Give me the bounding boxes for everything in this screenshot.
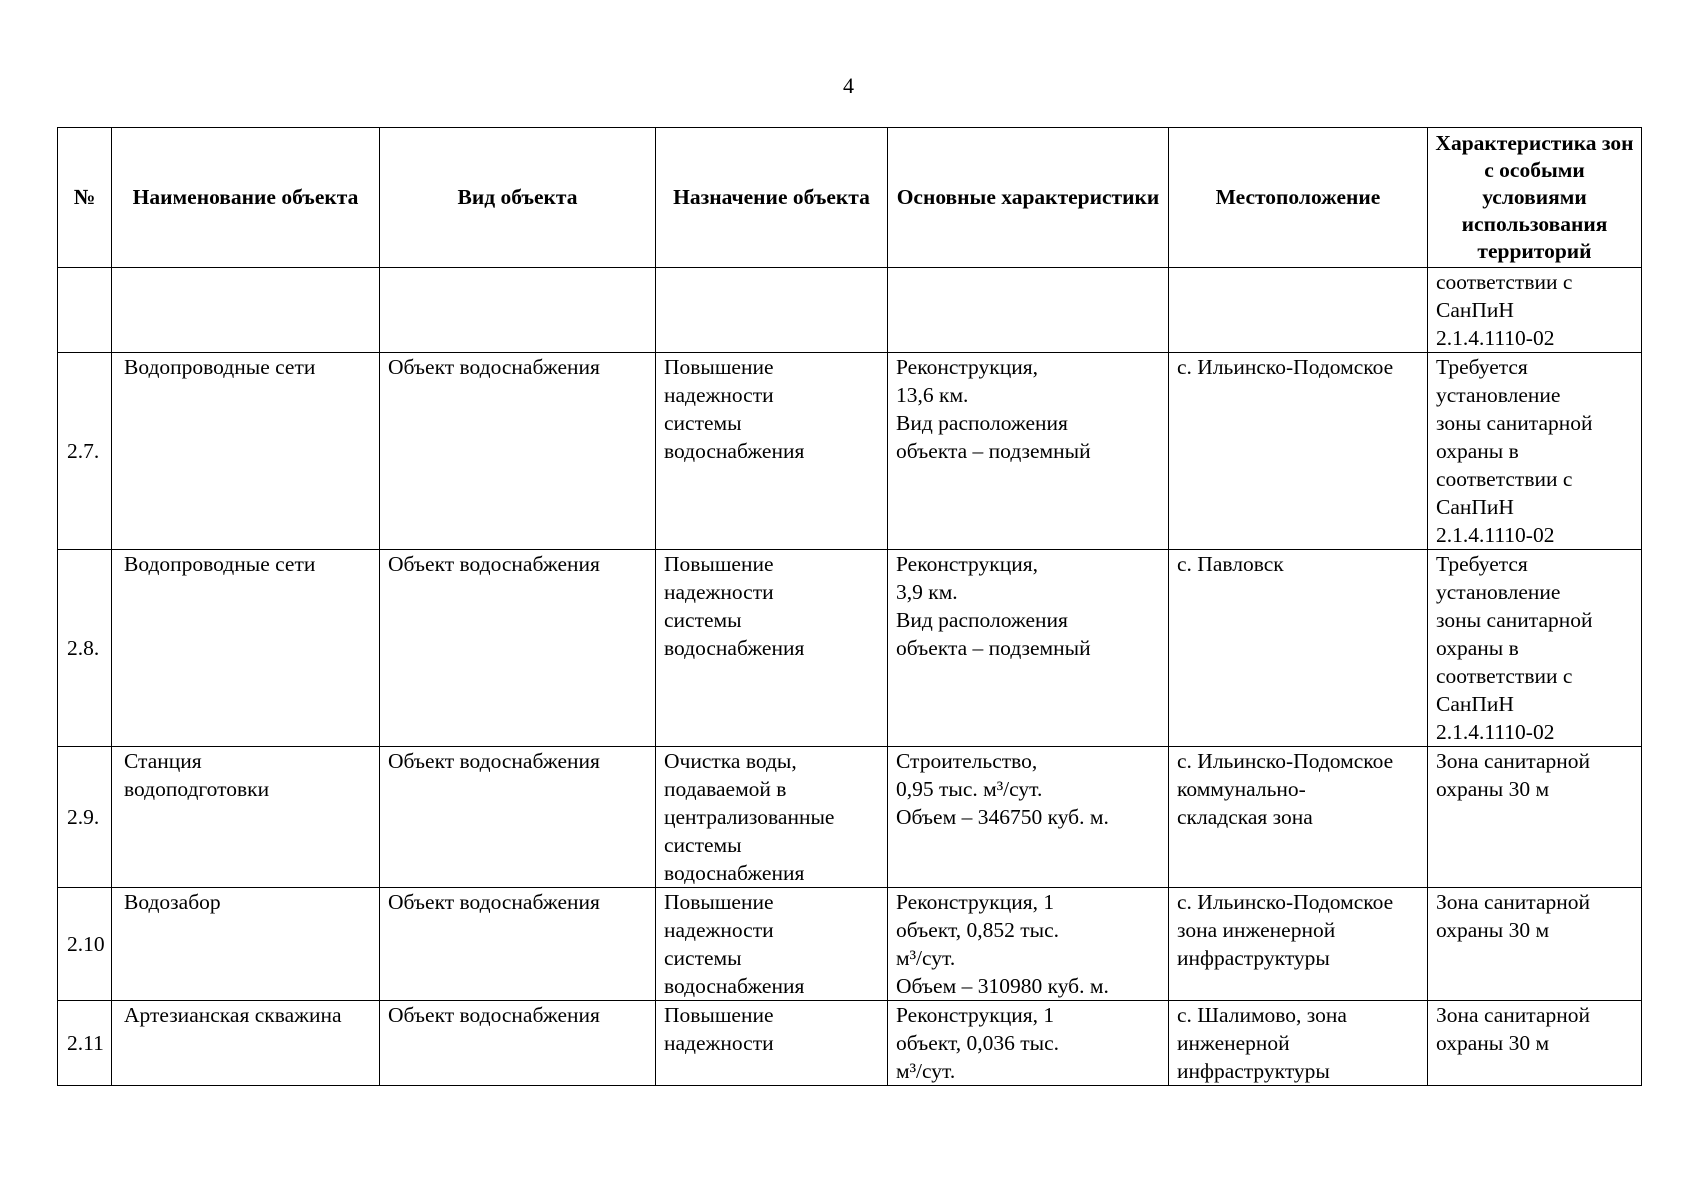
header-main-characteristics: Основные характеристики [888, 128, 1169, 268]
row-zone: Зона санитарной охраны 30 м [1428, 888, 1642, 1001]
row-object-type: Объект водоснабжения [380, 1001, 656, 1086]
page-number: 4 [843, 73, 854, 98]
header-zone-characteristics: Характеристика зон с особыми условиями использования территорий [1428, 128, 1642, 268]
table-row [58, 747, 1642, 888]
table-row [58, 888, 1642, 1001]
row-object-name: Артезианская скважина [112, 1001, 380, 1086]
row-characteristics: Реконструкция, 3,9 км. Вид расположения объекта – подземный [888, 550, 1169, 747]
row-number: 2.7. [58, 353, 112, 550]
row-location: с. Ильинско-Подомское зона инженерной инфраструктуры [1169, 888, 1428, 1001]
row-number [58, 268, 112, 353]
row-characteristics: Реконструкция, 1 объект, 0,852 тыс. м³/сут. Объем – 310980 куб. м. [888, 888, 1169, 1001]
table-row [58, 1001, 1642, 1086]
row-object-purpose: Повышение надежности системы водоснабжения [656, 888, 888, 1001]
row-number: 2.8. [58, 550, 112, 747]
row-object-name: Станция водоподготовки [112, 747, 380, 888]
row-characteristics: Реконструкция, 1 объект, 0,036 тыс. м³/сут. [888, 1001, 1169, 1086]
row-location: с. Шалимово, зона инженерной инфраструктуры [1169, 1001, 1428, 1086]
row-object-type: Объект водоснабжения [380, 353, 656, 550]
row-object-name [112, 268, 380, 353]
row-location: с. Ильинско-Подомское [1169, 353, 1428, 550]
row-zone: Зона санитарной охраны 30 м [1428, 1001, 1642, 1086]
objects-table [57, 127, 1642, 1086]
header-object-purpose: Назначение объекта [656, 128, 888, 268]
table-row [58, 550, 1642, 747]
table-header-row [58, 128, 1642, 268]
row-number: 2.10 [58, 888, 112, 1001]
row-object-purpose: Очистка воды, подаваемой в централизованные системы водоснабжения [656, 747, 888, 888]
header-location: Местоположение [1169, 128, 1428, 268]
row-object-type: Объект водоснабжения [380, 550, 656, 747]
row-object-name: Водопроводные сети [112, 353, 380, 550]
row-number: 2.9. [58, 747, 112, 888]
row-location: с. Павловск [1169, 550, 1428, 747]
table-row [58, 268, 1642, 353]
row-zone: соответствии с СанПиН 2.1.4.1110-02 [1428, 268, 1642, 353]
row-characteristics [888, 268, 1169, 353]
row-object-purpose [656, 268, 888, 353]
row-object-type [380, 268, 656, 353]
row-zone: Требуется установление зоны санитарной охраны в соответствии с СанПиН 2.1.4.1110-02 [1428, 353, 1642, 550]
row-object-type: Объект водоснабжения [380, 888, 656, 1001]
row-number: 2.11 [58, 1001, 112, 1086]
row-object-purpose: Повышение надежности системы водоснабжения [656, 550, 888, 747]
row-object-name: Водозабор [112, 888, 380, 1001]
table-row [58, 353, 1642, 550]
header-object-type: Вид объекта [380, 128, 656, 268]
row-object-name: Водопроводные сети [112, 550, 380, 747]
row-object-purpose: Повышение надежности [656, 1001, 888, 1086]
row-characteristics: Строительство, 0,95 тыс. м³/сут. Объем – 346750 куб. м. [888, 747, 1169, 888]
row-zone: Требуется установление зоны санитарной охраны в соответствии с СанПиН 2.1.4.1110-02 [1428, 550, 1642, 747]
row-characteristics: Реконструкция, 13,6 км. Вид расположения объекта – подземный [888, 353, 1169, 550]
row-location [1169, 268, 1428, 353]
row-object-purpose: Повышение надежности системы водоснабжения [656, 353, 888, 550]
header-object-name: Наименование объекта [112, 128, 380, 268]
header-number: № [58, 128, 112, 268]
row-zone: Зона санитарной охраны 30 м [1428, 747, 1642, 888]
row-location: с. Ильинско-Подомское коммунально- складская зона [1169, 747, 1428, 888]
row-object-type: Объект водоснабжения [380, 747, 656, 888]
